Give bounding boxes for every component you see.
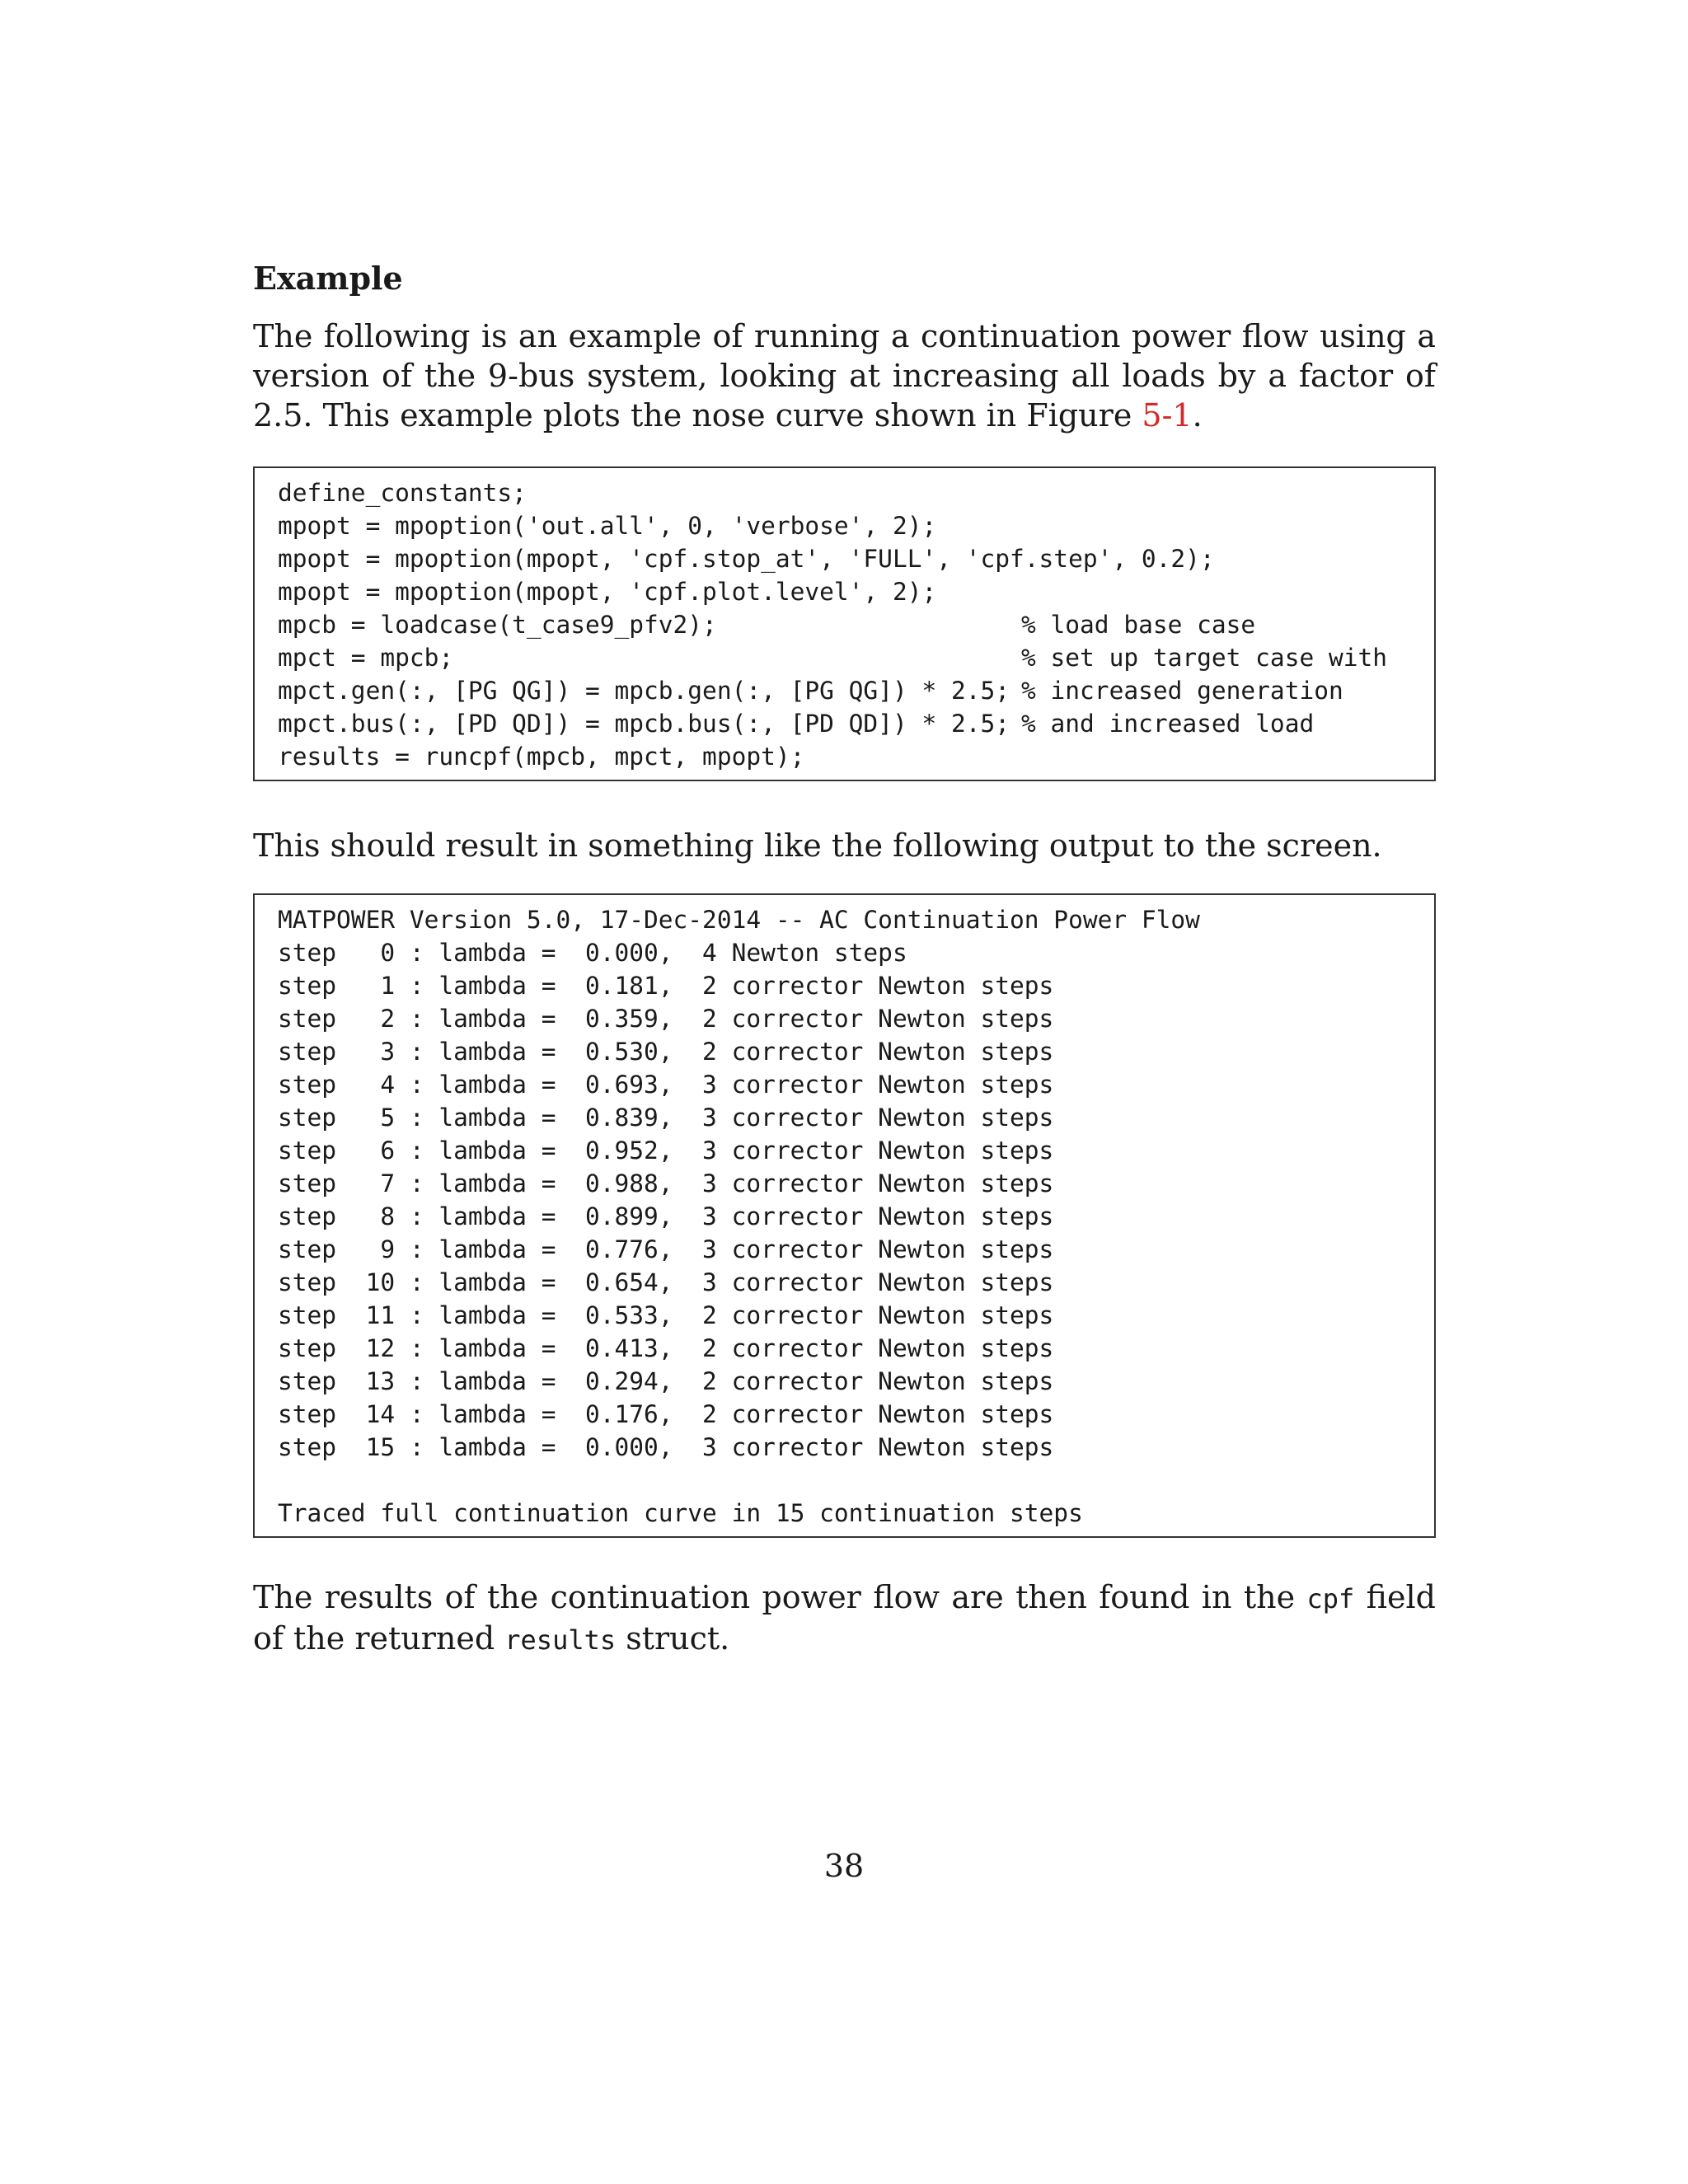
code-comment: % and increased load: [1021, 710, 1315, 738]
code-line-text: mpopt = mpoption(mpopt, 'cpf.stop_at', 'FULL', 'cpf.step', 0.2);: [278, 545, 1215, 573]
output-line: step 5 : lambda = 0.839, 3 corrector Newton steps: [278, 1104, 1054, 1132]
closing-text-3: struct.: [616, 1620, 730, 1657]
code-comment: % set up target case with: [1021, 644, 1388, 672]
output-line: step 7 : lambda = 0.988, 3 corrector Newton steps: [278, 1169, 1054, 1197]
code-line: [278, 542, 1411, 575]
closing-paragraph: [253, 1577, 1436, 1660]
output-line: step 0 : lambda = 0.000, 4 Newton steps: [278, 939, 907, 967]
code-line: [278, 641, 1411, 674]
output-listing: [253, 893, 1436, 1538]
output-line: step 8 : lambda = 0.899, 3 corrector Newton steps: [278, 1202, 1054, 1230]
code-line: [278, 509, 1411, 542]
output-line: step 9 : lambda = 0.776, 3 corrector Newton steps: [278, 1235, 1054, 1263]
output-line: step 11 : lambda = 0.533, 2 corrector Newton steps: [278, 1301, 1054, 1329]
output-line: step 14 : lambda = 0.176, 2 corrector Newton steps: [278, 1400, 1054, 1428]
intro-text: The following is an example of running a continuation power flow using a version of the 9-bus system, looking at increasing all loads by a factor of 2.5. This example plots the nose curve shown in Figure: [253, 318, 1436, 434]
closing-text-1: The results of the continuation power flow are then found in the: [253, 1579, 1307, 1615]
code-line: [278, 674, 1411, 707]
output-line: step 15 : lambda = 0.000, 3 corrector Newton steps: [278, 1433, 1054, 1461]
closing-text-2: field of the returned: [253, 1579, 1436, 1657]
code-listing-body: [278, 476, 1411, 773]
inline-code-cpf: cpf: [1306, 1583, 1355, 1615]
code-line-text: mpopt = mpoption(mpopt, 'cpf.plot.level', 2);: [278, 578, 937, 606]
output-line: Traced full continuation curve in 15 continuation steps: [278, 1499, 1083, 1527]
output-line: step 13 : lambda = 0.294, 2 corrector Newton steps: [278, 1367, 1054, 1395]
code-comment: % increased generation: [1021, 677, 1343, 705]
code-line: [278, 608, 1411, 641]
section-heading: Example: [253, 260, 403, 297]
code-line-text: mpopt = mpoption('out.all', 0, 'verbose', 2);: [278, 512, 937, 540]
figure-reference-link[interactable]: 5-1: [1142, 397, 1193, 434]
code-line: [278, 740, 1411, 773]
code-line-text: mpct.bus(:, [PD QD]) = mpcb.bus(:, [PD QD]) * 2.5;: [278, 710, 1010, 738]
output-line: step 1 : lambda = 0.181, 2 corrector Newton steps: [278, 972, 1054, 1000]
output-line: MATPOWER Version 5.0, 17-Dec-2014 -- AC Continuation Power Flow: [278, 906, 1200, 934]
output-line: step 12 : lambda = 0.413, 2 corrector Newton steps: [278, 1334, 1054, 1362]
output-line: step 3 : lambda = 0.530, 2 corrector Newton steps: [278, 1038, 1054, 1066]
output-line: step 10 : lambda = 0.654, 3 corrector Newton steps: [278, 1268, 1054, 1296]
code-line: [278, 575, 1411, 608]
code-line: [278, 707, 1411, 740]
code-line-text: mpcb = loadcase(t_case9_pfv2);: [278, 611, 717, 639]
inline-code-results: results: [504, 1624, 617, 1656]
output-line: [278, 1464, 1411, 1497]
code-line-text: mpct.gen(:, [PG QG]) = mpcb.gen(:, [PG QG]) * 2.5;: [278, 677, 1010, 705]
code-line-text: define_constants;: [278, 479, 527, 507]
page-content: [253, 255, 1436, 1660]
code-line-text: mpct = mpcb;: [278, 644, 454, 672]
code-comment: % load base case: [1021, 611, 1256, 639]
code-line-text: results = runcpf(mpcb, mpct, mpopt);: [278, 743, 805, 771]
output-intro-paragraph: This should result in something like the following output to the screen.: [253, 827, 1382, 864]
code-listing: [253, 466, 1436, 781]
intro-text-end: .: [1192, 397, 1203, 434]
output-line: step 6 : lambda = 0.952, 3 corrector Newton steps: [278, 1137, 1054, 1165]
output-listing-body: [278, 903, 1411, 1530]
intro-paragraph: [253, 316, 1436, 435]
code-line: [278, 476, 1411, 509]
output-line: step 2 : lambda = 0.359, 2 corrector Newton steps: [278, 1005, 1054, 1033]
output-line: step 4 : lambda = 0.693, 3 corrector Newton steps: [278, 1071, 1054, 1099]
page-number: 38: [823, 1848, 865, 1884]
